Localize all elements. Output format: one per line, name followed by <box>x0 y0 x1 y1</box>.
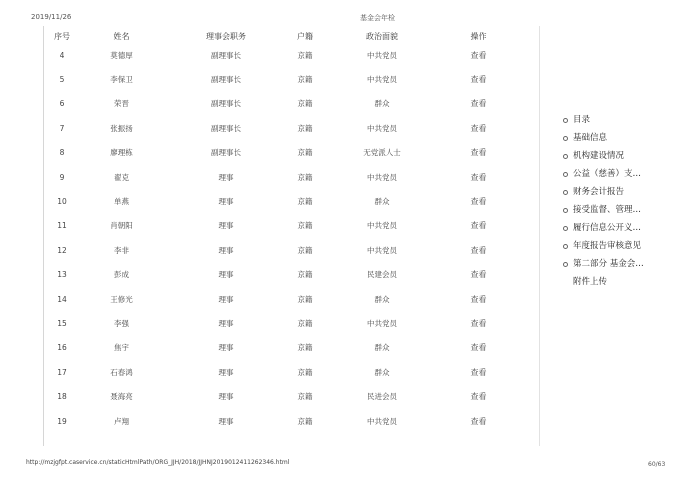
cell-name: 翟克 <box>114 172 129 182</box>
cell-no: 19 <box>57 416 67 426</box>
cell-role: 理事 <box>218 197 234 207</box>
cell-name: 李强 <box>114 318 129 328</box>
cell-role: 理事 <box>218 416 234 426</box>
table-row <box>50 141 520 165</box>
bullet-icon <box>563 136 568 141</box>
cell-role: 理事 <box>218 343 234 353</box>
cell-political: 中共党员 <box>367 416 397 426</box>
view-button[interactable]: 查看 <box>470 75 487 85</box>
table-row <box>50 189 520 213</box>
cell-huji: 京籍 <box>297 294 313 304</box>
table-row <box>50 67 520 91</box>
cell-name: 李保卫 <box>110 75 133 85</box>
toc-item[interactable] <box>560 220 670 238</box>
cell-name: 王修光 <box>110 294 133 304</box>
cell-name: 焦宇 <box>114 343 129 353</box>
cell-no: 16 <box>57 343 67 353</box>
bullet-icon <box>563 208 568 213</box>
bullet-icon <box>563 154 568 159</box>
cell-no: 12 <box>57 245 67 255</box>
table-row <box>50 360 520 384</box>
cell-political: 中共党员 <box>367 172 397 182</box>
cell-no: 7 <box>59 123 65 133</box>
table-row <box>50 116 520 140</box>
cell-huji: 京籍 <box>297 172 313 182</box>
table-row <box>50 287 520 311</box>
toc-item-label: 附件上传 <box>573 277 608 287</box>
toc-item-label: 接受监督、管理… <box>573 205 642 215</box>
cell-no: 6 <box>59 99 65 109</box>
cell-role: 副理事长 <box>211 148 241 158</box>
cell-no: 10 <box>57 197 67 207</box>
table-row <box>50 165 520 189</box>
cell-political: 中共党员 <box>367 245 397 255</box>
view-button[interactable]: 查看 <box>470 392 487 402</box>
cell-huji: 京籍 <box>297 318 313 328</box>
cell-political: 中共党员 <box>367 318 397 328</box>
print-date: 2019/11/26 <box>31 13 72 21</box>
cell-huji: 京籍 <box>297 99 313 109</box>
table-of-contents <box>560 112 670 292</box>
content-right-border <box>539 26 540 446</box>
view-button[interactable]: 查看 <box>470 123 487 133</box>
page-number: 60/63 <box>648 461 666 468</box>
bullet-icon <box>563 262 568 267</box>
view-button[interactable]: 查看 <box>470 318 487 328</box>
print-header-title: 基金会年检 <box>360 14 395 22</box>
cell-huji: 京籍 <box>297 416 313 426</box>
cell-role: 副理事长 <box>211 75 241 85</box>
cell-no: 11 <box>57 221 67 231</box>
cell-role: 理事 <box>218 392 234 402</box>
toc-item[interactable] <box>560 166 670 184</box>
view-button[interactable]: 查看 <box>470 367 487 377</box>
column-header-political: 政治面貌 <box>366 31 398 41</box>
bullet-icon <box>563 244 568 249</box>
view-button[interactable]: 查看 <box>470 270 487 280</box>
cell-huji: 京籍 <box>297 221 313 231</box>
cell-name: 李非 <box>114 245 129 255</box>
view-button[interactable]: 查看 <box>470 343 487 353</box>
cell-huji: 京籍 <box>297 50 313 60</box>
cell-role: 副理事长 <box>211 99 241 109</box>
toc-item[interactable] <box>560 130 670 148</box>
view-button[interactable]: 查看 <box>470 197 487 207</box>
table-row <box>50 214 520 238</box>
toc-item-label: 年度报告审核意见 <box>573 241 642 251</box>
content-left-border <box>43 26 44 446</box>
view-button[interactable]: 查看 <box>470 148 487 158</box>
view-button[interactable]: 查看 <box>470 221 487 231</box>
toc-item[interactable] <box>560 238 670 256</box>
cell-name: 张振扬 <box>110 123 133 133</box>
column-header-no: 序号 <box>54 31 70 41</box>
toc-item[interactable] <box>560 256 670 274</box>
cell-huji: 京籍 <box>297 75 313 85</box>
cell-role: 理事 <box>218 245 234 255</box>
cell-political: 民建会员 <box>367 270 397 280</box>
cell-name: 彭成 <box>114 270 129 280</box>
column-header-name: 姓名 <box>113 31 130 41</box>
view-button[interactable]: 查看 <box>470 50 487 60</box>
cell-role: 副理事长 <box>211 123 241 133</box>
table-row <box>50 92 520 116</box>
cell-no: 18 <box>57 392 67 402</box>
cell-role: 理事 <box>218 172 234 182</box>
footer-url: http://mzjgfpt.caservice.cn/staticHtmlPath/ORG_JJH/2018/JJHNJ2019012411262346.html <box>26 459 290 466</box>
table-row <box>50 43 520 67</box>
board-members-table <box>50 29 520 433</box>
cell-political: 中共党员 <box>367 75 397 85</box>
view-button[interactable]: 查看 <box>470 99 487 109</box>
cell-no: 13 <box>57 270 67 280</box>
cell-political: 中共党员 <box>367 221 397 231</box>
cell-huji: 京籍 <box>297 392 313 402</box>
toc-item-label: 机构建设情况 <box>573 151 625 161</box>
cell-political: 中共党员 <box>367 123 397 133</box>
table-row <box>50 336 520 360</box>
cell-political: 无党派人士 <box>363 148 401 158</box>
cell-huji: 京籍 <box>297 123 313 133</box>
view-button[interactable]: 查看 <box>470 294 487 304</box>
toc-item[interactable] <box>560 148 670 166</box>
view-button[interactable]: 查看 <box>470 172 487 182</box>
toc-item-label: 履行信息公开义… <box>573 223 642 233</box>
table-row <box>50 384 520 408</box>
column-header-role: 理事会职务 <box>206 31 246 41</box>
bullet-icon <box>563 118 568 123</box>
cell-name: 单燕 <box>114 197 129 207</box>
table-header-row <box>50 29 520 43</box>
cell-no: 9 <box>59 172 65 182</box>
cell-name: 廖理栋 <box>110 148 133 158</box>
cell-role: 理事 <box>218 270 234 280</box>
cell-political: 群众 <box>374 99 390 109</box>
cell-no: 8 <box>59 148 65 158</box>
cell-huji: 京籍 <box>297 367 313 377</box>
toc-item-label: 目录 <box>573 115 591 125</box>
cell-political: 民进会员 <box>367 392 397 402</box>
cell-no: 15 <box>57 318 67 328</box>
cell-huji: 京籍 <box>297 270 313 280</box>
cell-huji: 京籍 <box>297 197 313 207</box>
cell-political: 群众 <box>374 343 390 353</box>
cell-role: 副理事长 <box>211 50 241 60</box>
bullet-icon <box>563 172 568 177</box>
cell-role: 理事 <box>218 318 234 328</box>
table-row <box>50 263 520 287</box>
cell-name: 荣晋 <box>114 99 129 109</box>
toc-item-label: 财务会计报告 <box>573 187 625 197</box>
cell-no: 17 <box>57 367 67 377</box>
cell-huji: 京籍 <box>297 148 313 158</box>
view-button[interactable]: 查看 <box>470 245 487 255</box>
cell-name: 石春鸿 <box>110 367 133 377</box>
cell-role: 理事 <box>218 367 234 377</box>
bullet-icon <box>563 190 568 195</box>
column-header-huji: 户籍 <box>297 31 313 41</box>
toc-item-label: 第二部分 基金会… <box>573 259 644 269</box>
cell-role: 理事 <box>218 294 234 304</box>
cell-role: 理事 <box>218 221 234 231</box>
toc-item[interactable] <box>560 274 670 292</box>
cell-political: 群众 <box>374 294 390 304</box>
cell-no: 14 <box>57 294 67 304</box>
cell-political: 群众 <box>374 197 390 207</box>
table-row <box>50 238 520 262</box>
cell-huji: 京籍 <box>297 343 313 353</box>
cell-no: 5 <box>59 75 65 85</box>
cell-name: 莫德厚 <box>110 50 133 60</box>
bullet-icon <box>563 226 568 231</box>
cell-political: 中共党员 <box>367 50 397 60</box>
toc-item[interactable] <box>560 112 670 130</box>
table-row <box>50 409 520 433</box>
cell-name: 聂海亮 <box>110 392 133 402</box>
cell-political: 群众 <box>374 367 390 377</box>
toc-item[interactable] <box>560 184 670 202</box>
column-header-action: 操作 <box>470 31 487 41</box>
toc-item[interactable] <box>560 202 670 220</box>
cell-name: 肖朝阳 <box>110 221 133 231</box>
cell-no: 4 <box>59 50 65 60</box>
toc-item-label: 基础信息 <box>573 133 608 143</box>
toc-item-label: 公益（慈善）支… <box>573 169 642 179</box>
cell-name: 卢翔 <box>114 416 129 426</box>
cell-huji: 京籍 <box>297 245 313 255</box>
table-row <box>50 311 520 335</box>
view-button[interactable]: 查看 <box>470 416 487 426</box>
